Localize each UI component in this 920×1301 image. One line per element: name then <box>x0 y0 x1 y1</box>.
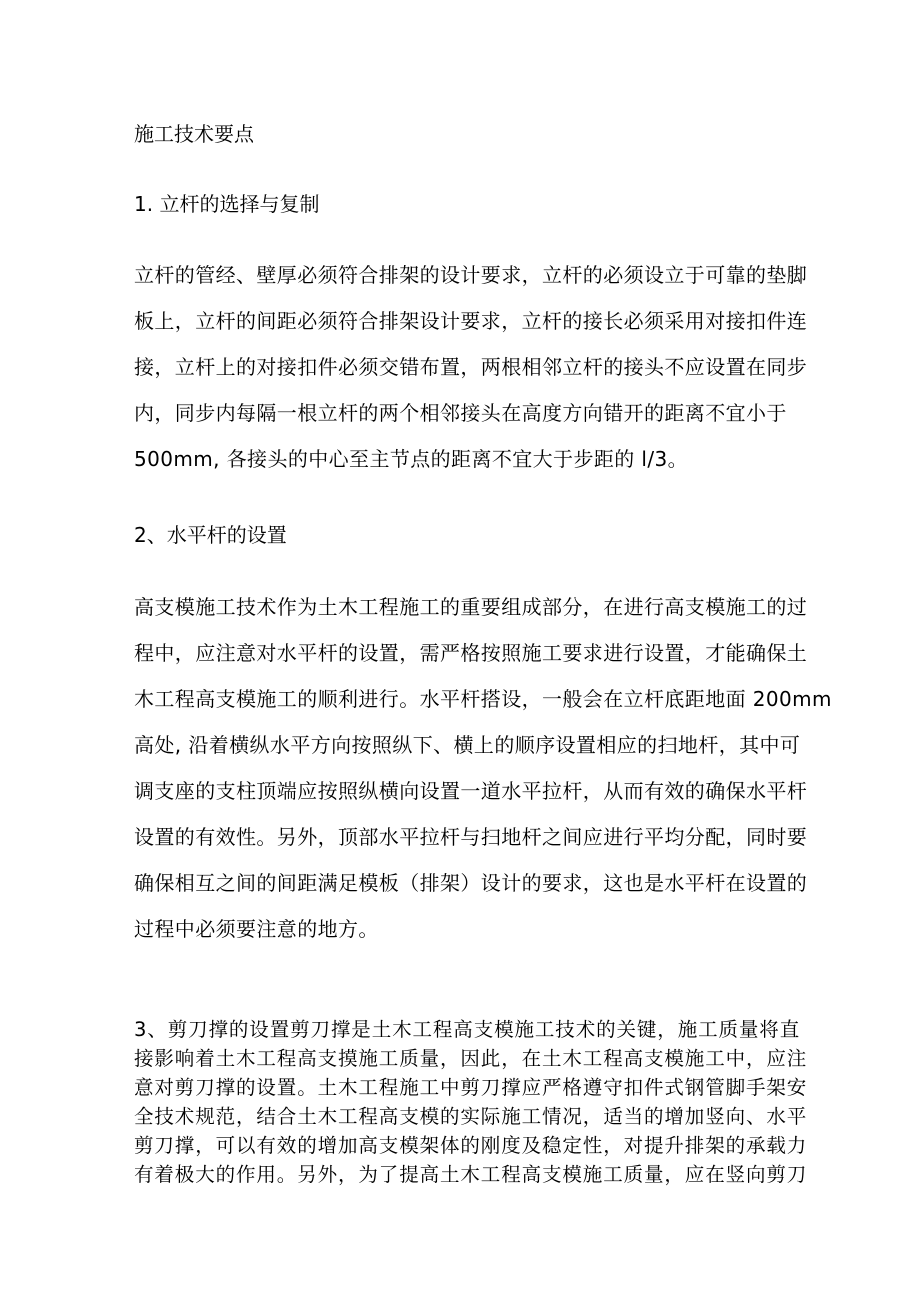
paragraph-line: 设置的有效性。另外，顶部水平拉杆与扫地杆之间应进行平均分配，同时要 <box>134 825 808 849</box>
paragraph-line: 剪刀撑，可以有效的增加高支模架体的刚度及稳定性，对提升排架的承载力 <box>134 1134 808 1157</box>
paragraph-line: 意对剪刀撑的设置。土木工程施工中剪刀撑应严格遵守扣件式钢管脚手架安 <box>134 1076 808 1099</box>
section1-heading: 1. 立杆的选择与复制 <box>134 192 320 216</box>
paragraph-line: 高处, 沿着横纵水平方向按照纵下、横上的顺序设置相应的扫地杆，其中可 <box>134 733 801 757</box>
paragraph-line: 高支模施工技术作为土木工程施工的重要组成部分，在进行高支模施工的过 <box>134 595 808 619</box>
paragraph-line: 木工程高支模施工的顺利进行。水平杆搭设，一般会在立杆底距地面 200mm <box>134 687 832 711</box>
section2-paragraph <box>134 584 832 952</box>
paragraph-line: 确保相互之间的间距满足模板（排架）设计的要求，这也是水平杆在设置的 <box>134 871 808 895</box>
document-title: 施工技术要点 <box>134 122 254 146</box>
paragraph-line: 程中，应注意对水平杆的设置，需严格按照施工要求进行设置，才能确保土 <box>134 641 808 665</box>
paragraph-line: 调支座的支柱顶端应按照纵横向设置一道水平拉杆，从而有效的确保水平杆 <box>134 779 808 803</box>
paragraph-line: 立杆的管经、壁厚必须符合排架的设计要求，立杆的必须设立于可靠的垫脚 <box>134 263 808 287</box>
section3-paragraph <box>134 1015 808 1189</box>
section2-heading: 2、水平杆的设置 <box>134 523 287 547</box>
paragraph-line: 内，同步内每隔一根立杆的两个相邻接头在高度方向错开的距离不宜小于 <box>134 401 787 425</box>
paragraph-line: 3、剪刀撑的设置剪刀撑是土木工程高支模施工技术的关键，施工质量将直 <box>134 1018 801 1041</box>
paragraph-line: 接，立杆上的对接扣件必须交错布置，两根相邻立杆的接头不应设置在同步 <box>134 355 808 379</box>
paragraph-line: 接影响着土木工程高支摸施工质量，因此，在土木工程高支模施工中，应注 <box>134 1047 808 1070</box>
paragraph-line: 过程中必须要注意的地方。 <box>134 917 379 941</box>
paragraph-line: 板上，立杆的间距必须符合排架设计要求，立杆的接长必须采用对接扣件连 <box>134 309 808 333</box>
paragraph-line: 500mm, 各接头的中心至主节点的距离不宜大于步距的 l/3。 <box>134 447 689 471</box>
paragraph-line: 全技术规范，结合土木工程高支模的实际施工情况，适当的增加竖向、水平 <box>134 1105 808 1128</box>
section1-paragraph <box>134 252 808 482</box>
paragraph-line: 有着极大的作用。另外，为了提高土木工程高支模施工质量，应在竖向剪刀 <box>134 1163 808 1186</box>
